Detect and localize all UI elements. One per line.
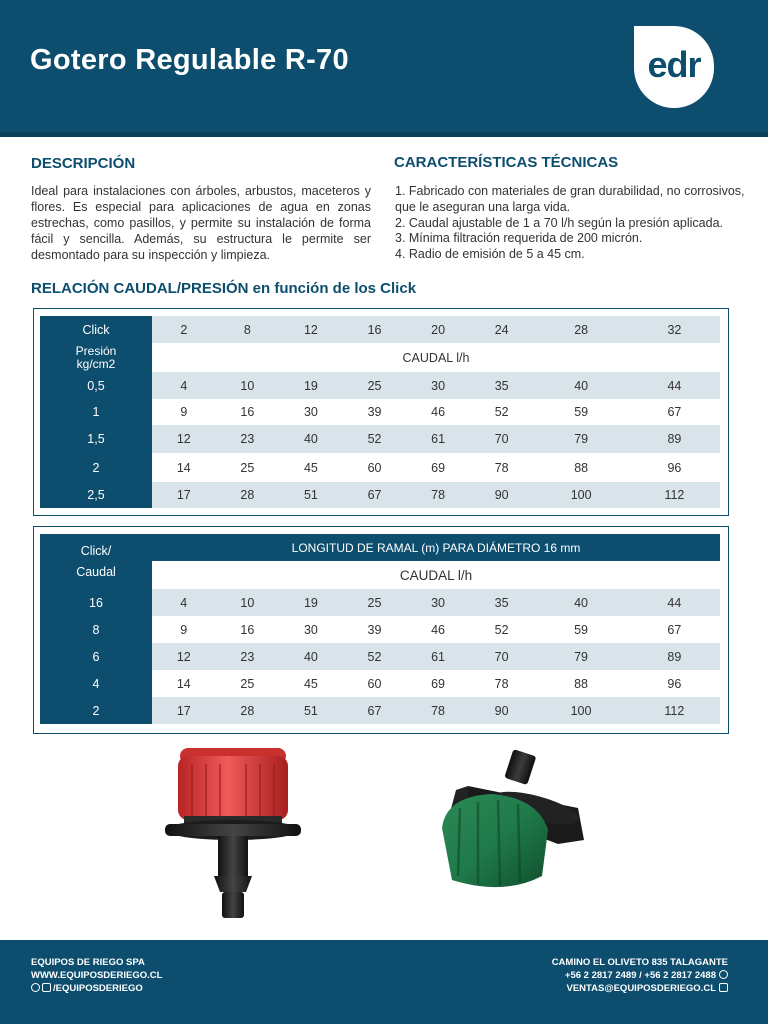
table-cell: 69 [406, 670, 470, 697]
table-cell: 30 [279, 399, 343, 425]
table-cell: 112 [629, 482, 720, 508]
page-title: Gotero Regulable R-70 [30, 44, 349, 76]
table-cell: 52 [470, 399, 534, 425]
table-cell: 79 [533, 425, 628, 453]
table-cell: 45 [279, 453, 343, 482]
table-cell: 90 [470, 697, 534, 724]
click-value: 8 [216, 316, 280, 343]
table-cell: 40 [279, 643, 343, 670]
email-link[interactable]: VENTAS@EQUIPOSDERIEGO.CL [566, 983, 716, 994]
table-cell: 78 [406, 697, 470, 724]
table-cell: 96 [629, 670, 720, 697]
table-row [40, 643, 720, 670]
table-cell: 112 [629, 697, 720, 724]
table-cell: 17 [152, 697, 216, 724]
table-cell: 59 [533, 399, 628, 425]
branch-length-table [40, 534, 720, 724]
edr-logo [634, 26, 714, 108]
corner-label-caudal: Caudal [76, 564, 116, 579]
table-row [40, 589, 720, 616]
table-cell: 40 [533, 589, 628, 616]
page-header [0, 0, 768, 132]
table-row [40, 425, 720, 453]
table-cell: 35 [470, 589, 534, 616]
table-cell: 51 [279, 482, 343, 508]
row-label: 16 [40, 589, 152, 616]
table-cell: 23 [216, 643, 280, 670]
table-cell: 10 [216, 589, 280, 616]
feature-item: 2. Caudal ajustable de 1 a 70 l/h según la presión aplicada. [395, 215, 724, 230]
table-cell: 78 [406, 482, 470, 508]
table-cell: 28 [216, 482, 280, 508]
table-cell: 89 [629, 643, 720, 670]
table-cell: 23 [216, 425, 280, 453]
table-cell: 39 [343, 616, 407, 643]
red-dripper-image [160, 742, 310, 922]
table-cell: 67 [343, 482, 407, 508]
row-label: 2,5 [40, 482, 152, 508]
table-cell: 14 [152, 453, 216, 482]
table-cell: 25 [216, 670, 280, 697]
table-cell: 45 [279, 670, 343, 697]
table-cell: 89 [629, 425, 720, 453]
click-value: 16 [343, 316, 407, 343]
features-list [395, 184, 745, 263]
corner-header [40, 534, 152, 589]
row-label: 1 [40, 399, 152, 425]
click-value: 12 [279, 316, 343, 343]
table-cell: 44 [629, 372, 720, 399]
footer-left [31, 956, 162, 995]
table-row [40, 453, 720, 482]
table-cell: 78 [470, 453, 534, 482]
email-row [552, 982, 728, 995]
table-row [40, 316, 720, 343]
table-cell: 70 [470, 425, 534, 453]
table-cell: 96 [629, 453, 720, 482]
row-label: 6 [40, 643, 152, 670]
row-label: 0,5 [40, 372, 152, 399]
table-cell: 44 [629, 589, 720, 616]
table-cell: 100 [533, 482, 628, 508]
click-header: Click [40, 316, 152, 343]
table-cell: 10 [216, 372, 280, 399]
table-cell: 12 [152, 425, 216, 453]
phone-numbers[interactable]: +56 2 2817 2489 / +56 2 2817 2488 [564, 970, 716, 981]
table-cell: 61 [406, 425, 470, 453]
click-value: 20 [406, 316, 470, 343]
table-cell: 67 [343, 697, 407, 724]
table-cell: 52 [343, 643, 407, 670]
table-cell: 19 [279, 589, 343, 616]
row-label: 1,5 [40, 425, 152, 453]
feature-item: 4. Radio de emisión de 5 a 45 cm. [395, 247, 585, 262]
instagram-icon[interactable] [31, 983, 40, 992]
table-cell: 90 [470, 482, 534, 508]
table-cell: 30 [406, 589, 470, 616]
table-cell: 60 [343, 453, 407, 482]
table-cell: 52 [470, 616, 534, 643]
table-cell: 39 [343, 399, 407, 425]
table-cell: 59 [533, 616, 628, 643]
table-cell: 88 [533, 670, 628, 697]
table-cell: 28 [216, 697, 280, 724]
click-value: 32 [629, 316, 720, 343]
feature-item: 3. Mínima filtración requerida de 200 micrón. [395, 231, 643, 246]
table-cell: 19 [279, 372, 343, 399]
feature-item: 1. Fabricado con materiales de gran durabilidad, no corrosivos, que le aseguran una larga vida. [395, 184, 745, 214]
table-cell: 16 [216, 616, 280, 643]
phone-row [552, 969, 728, 982]
table-cell: 40 [533, 372, 628, 399]
table-row [40, 482, 720, 508]
table-cell: 9 [152, 399, 216, 425]
features-title: CARACTERÍSTICAS TÉCNICAS [394, 154, 619, 171]
address: CAMINO EL OLIVETO 835 TALAGANTE [551, 957, 728, 968]
table-row [40, 372, 720, 399]
table-cell: 40 [279, 425, 343, 453]
caudal-header: CAUDAL l/h [152, 561, 720, 589]
table-cell: 88 [533, 453, 628, 482]
table-cell: 60 [343, 670, 407, 697]
caudal-header: CAUDAL l/h [152, 343, 720, 372]
table-cell: 4 [152, 372, 216, 399]
table-cell: 46 [406, 616, 470, 643]
table-cell: 30 [279, 616, 343, 643]
linkedin-icon[interactable] [42, 983, 51, 992]
page-footer [0, 940, 768, 1024]
green-dripper-image [408, 748, 598, 898]
row-label: 2 [40, 697, 152, 724]
social-handle-row [31, 982, 162, 995]
row-label: 4 [40, 670, 152, 697]
company-name: EQUIPOS DE RIEGO SPA [31, 957, 145, 968]
branch-length-header: LONGITUD DE RAMAL (m) PARA DIÁMETRO 16 mm [152, 534, 720, 561]
table-cell: 51 [279, 697, 343, 724]
website-link[interactable]: WWW.EQUIPOSDERIEGO.CL [31, 970, 163, 981]
table-row [40, 399, 720, 425]
table-cell: 67 [629, 616, 720, 643]
relation-title: RELACIÓN CAUDAL/PRESIÓN en función de los Click [31, 280, 417, 297]
table-cell: 46 [406, 399, 470, 425]
table-row [40, 343, 720, 372]
table-cell: 70 [470, 643, 534, 670]
table-cell: 16 [216, 399, 280, 425]
table-cell: 61 [406, 643, 470, 670]
click-value: 24 [470, 316, 534, 343]
table-cell: 25 [343, 372, 407, 399]
table-cell: 67 [629, 399, 720, 425]
table-cell: 12 [152, 643, 216, 670]
table-row [40, 534, 720, 561]
mail-icon [719, 983, 728, 992]
table-cell: 30 [406, 372, 470, 399]
social-handle: /EQUIPOSDERIEGO [53, 983, 143, 994]
description-title: DESCRIPCIÓN [31, 155, 136, 172]
click-value: 28 [533, 316, 628, 343]
header-divider [0, 132, 768, 137]
whatsapp-icon [719, 970, 728, 979]
table-cell: 25 [216, 453, 280, 482]
table-row [40, 616, 720, 643]
table-cell: 100 [533, 697, 628, 724]
table-cell: 4 [152, 589, 216, 616]
flow-pressure-table [40, 316, 720, 508]
table-cell: 17 [152, 482, 216, 508]
corner-label-click: Click/ [80, 543, 112, 558]
table-cell: 79 [533, 643, 628, 670]
row-label: 2 [40, 453, 152, 482]
footer-right [552, 956, 728, 995]
table-cell: 78 [470, 670, 534, 697]
logo-text: edr [647, 44, 701, 85]
description-text: Ideal para instalaciones con árboles, arbustos, maceteros y flores. Es especial para aplicaciones de agua en zonas estrechas, como pasillos, y permite su instalación de forma fácil y sencilla. Además, su estructura le permite ser desmontado para su inspección y limpieza. [31, 184, 371, 262]
row-label: 8 [40, 616, 152, 643]
table-cell: 52 [343, 425, 407, 453]
table-row [40, 670, 720, 697]
pressure-header: Presión kg/cm2 [40, 343, 152, 372]
table-cell: 25 [343, 589, 407, 616]
table-cell: 69 [406, 453, 470, 482]
table-cell: 14 [152, 670, 216, 697]
table-row [40, 697, 720, 724]
table-cell: 9 [152, 616, 216, 643]
click-value: 2 [152, 316, 216, 343]
table-cell: 35 [470, 372, 534, 399]
